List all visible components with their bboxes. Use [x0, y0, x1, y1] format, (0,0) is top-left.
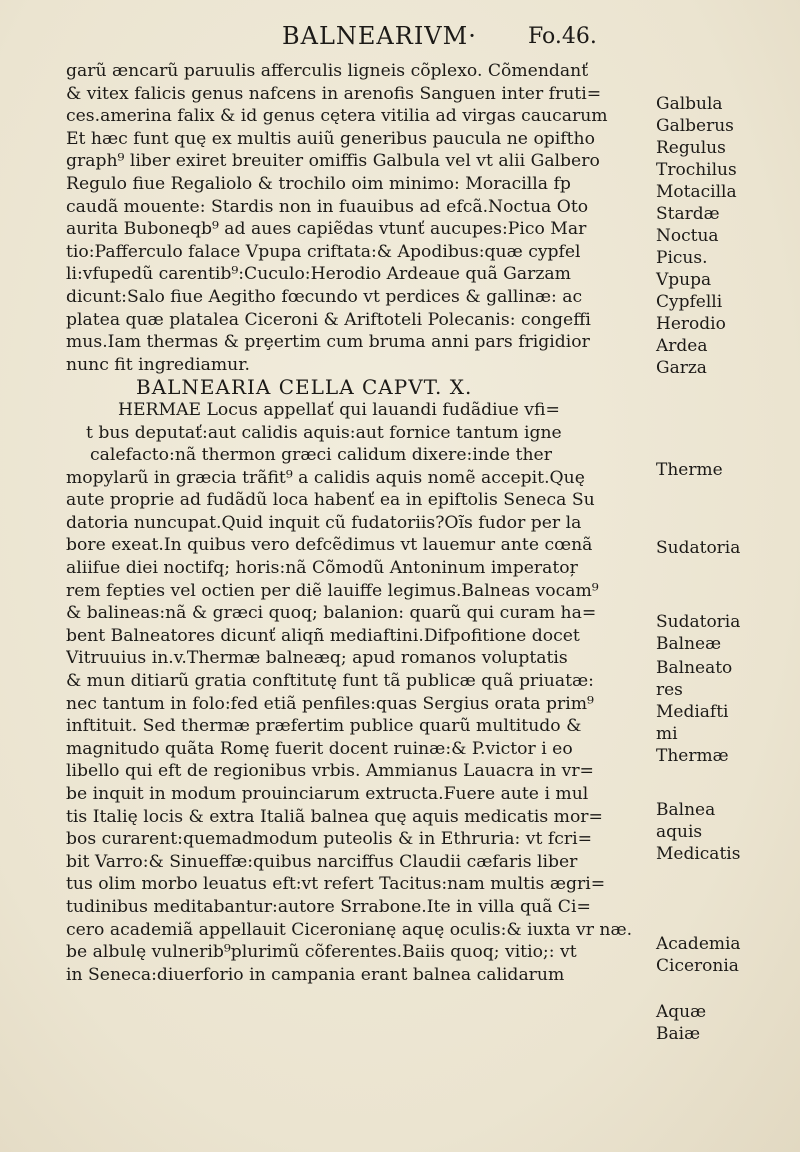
text-line: tudinibus meditabantur:autore Srrabone.Ite in villa quã Ci=: [66, 896, 591, 917]
text-line: cero academiã appellauit Ciceronianę aquę oculis:& iuxta vr næ.: [66, 919, 633, 940]
margin-note: Ciceronia: [656, 956, 739, 976]
text-line: be inquit in modum prouinciarum extructa.Fuere aute i mul: [66, 784, 589, 804]
text-line: calefacto:nã thermon græci calidum dixere:inde ther: [90, 445, 552, 466]
text-line: bent Balneatores dicunť aliqñ mediaftini.Difpofitione docet: [66, 625, 580, 646]
text-line: & vitex falicis genus nafcens in arenofis Sanguen inter fruti=: [66, 83, 602, 104]
margin-note: Balneato: [656, 658, 733, 678]
margin-note: Herodio: [656, 314, 726, 334]
margin-note: Vpupa: [656, 270, 712, 290]
text-line: aurita Buboneqb⁹ ad aues capiẽdas vtunť aucupes:Pico Mar: [66, 219, 587, 240]
margin-note: Baiæ: [656, 1024, 701, 1044]
margin-note: Garza: [656, 358, 707, 378]
text-line: dicunt:Salo fiue Aegitho fœcundo vt perdices & gallinæ: ac: [66, 286, 583, 307]
text-line: aute proprie ad fudãdũ loca habenť ea in epiftolis Seneca Su: [66, 490, 595, 511]
text-line: rem fepties vel octien per diẽ lauiffe legimus.Balneas vocam⁹: [66, 580, 599, 601]
margin-note: Aquæ: [656, 1002, 707, 1022]
page-header: [0, 22, 800, 58]
text-line: & mun ditiarũ gratia conftitutę funt tã publicæ quã priuatæ:: [66, 671, 594, 692]
running-head: BALNEARIVM·: [282, 22, 477, 50]
text-line: be albulę vulnerib⁹plurimũ cõferentes.Baiis quoq; vitio;: vt: [66, 942, 577, 963]
margin-note: mi: [656, 724, 678, 744]
text-line: nunc fit ingrediamur.: [66, 354, 250, 375]
margin-note: Galberus: [656, 116, 734, 136]
margin-note: res: [656, 680, 683, 700]
margin-note: Trochilus: [656, 160, 737, 180]
text-line: aliifue diei noctifq; horis:nã Cõmodũ Antoninum imperatoŗ: [66, 558, 578, 579]
margin-note: Noctua: [656, 226, 719, 246]
text-line: mopylarũ in græcia trãfit⁹ a calidis aquis nomẽ accepit.Quę: [66, 467, 585, 488]
margin-note: Academia: [656, 934, 741, 954]
margin-note: Medicatis: [656, 844, 741, 864]
margin-note: Cypfelli: [656, 292, 723, 312]
text-line: in Seneca:diuerforio in campania erant balnea calidarum: [66, 964, 565, 985]
text-line: Vitruuius in.v.Thermæ balneæq; apud romanos voluptatis: [66, 648, 568, 669]
text-line: libello qui eft de regionibus vrbis. Ammianus Lauacra in vr=: [66, 761, 594, 782]
chapter-heading: BALNEARIA CELLA CAPVT. X.: [136, 376, 473, 399]
main-text-column: [66, 60, 646, 986]
margin-note: Thermæ: [656, 746, 729, 766]
margin-note: Balneæ: [656, 634, 722, 654]
text-line: HERMAE Locus appellať qui lauandi fudãdiue vfi=: [118, 399, 560, 420]
text-line: datoria nuncupat.Quid inquit cũ fudatoriis?Oĩs fudor per la: [66, 512, 582, 533]
text-line: graph⁹ liber exiret breuiter omiffis Galbula vel vt alii Galbero: [66, 151, 600, 172]
folio-number: Fo.46.: [528, 24, 597, 49]
text-line: tio:Pafferculo falace Vpupa criftata:& Apodibus:quæ cypfel: [66, 241, 581, 262]
margin-note: Sudatoria: [656, 612, 741, 632]
margin-note: Regulus: [656, 138, 726, 158]
text-line: tis Italię locis & extra Italiã balnea quę aquis medicatis mor=: [66, 806, 603, 827]
text-line: garũ æncarũ paruulis afferculis ligneis cõplexo. Cõmendanť: [66, 61, 589, 81]
margin-note: Sudatoria: [656, 538, 741, 558]
text-line: platea quæ platalea Ciceroni & Ariftoteli Polecanis: congeffi: [66, 309, 591, 330]
text-line: magnitudo quãta Romę fuerit docent ruinæ:& P.victor i eo: [66, 738, 573, 759]
text-line: bore exeat.In quibus vero defcẽdimus vt lauemur ante cœnã: [66, 535, 593, 556]
text-line: t bus deputať:aut calidis aquis:aut fornice tantum igne: [86, 422, 562, 443]
text-line: caudã mouente: Stardis non in fuauibus ad efcã.Noctua Oto: [66, 196, 589, 217]
margin-note: aquis: [656, 822, 703, 842]
margin-note: Stardæ: [656, 204, 720, 224]
text-line: bos curarent:quemadmodum puteolis & in Ethruria: vt fcri=: [66, 829, 592, 850]
margin-note: Motacilla: [656, 182, 737, 202]
text-line: nec tantum in folo:fed etiã penfiles:quas Sergius orata prim⁹: [66, 693, 594, 714]
margin-note: Galbula: [656, 94, 723, 114]
margin-note: Ardea: [656, 336, 708, 356]
text-line: Et hæc funt quę ex multis auiũ generibus paucula ne opiftho: [66, 128, 595, 149]
margin-note: Balnea: [656, 800, 716, 820]
margin-note: Therme: [656, 460, 723, 480]
text-line: li:vfupedũ carentib⁹:Cuculo:Herodio Ardeaue quã Garzam: [66, 264, 571, 285]
text-line: ces.amerina falix & id genus cętera vitilia ad virgas caucarum: [66, 106, 608, 127]
text-line: & balineas:nã & græci quoq; balanion: quarũ qui curam ha=: [66, 603, 597, 624]
text-line: inftituit. Sed thermæ præfertim publice quarũ multitudo &: [66, 716, 582, 737]
margin-note: Picus.: [656, 248, 708, 268]
margin-note: Mediafti: [656, 702, 729, 722]
text-line: Regulo fiue Regaliolo & trochilo oim minimo: Moracilla fp: [66, 173, 571, 194]
text-line: tus olim morbo leuatus eft:vt refert Tacitus:nam multis ægri=: [66, 874, 606, 895]
text-line: bit Varro:& Sinueffæ:quibus narciffus Claudii cæfaris liber: [66, 851, 578, 872]
text-line: mus.Iam thermas & prȩertim cum bruma anni pars frigidior: [66, 332, 590, 353]
